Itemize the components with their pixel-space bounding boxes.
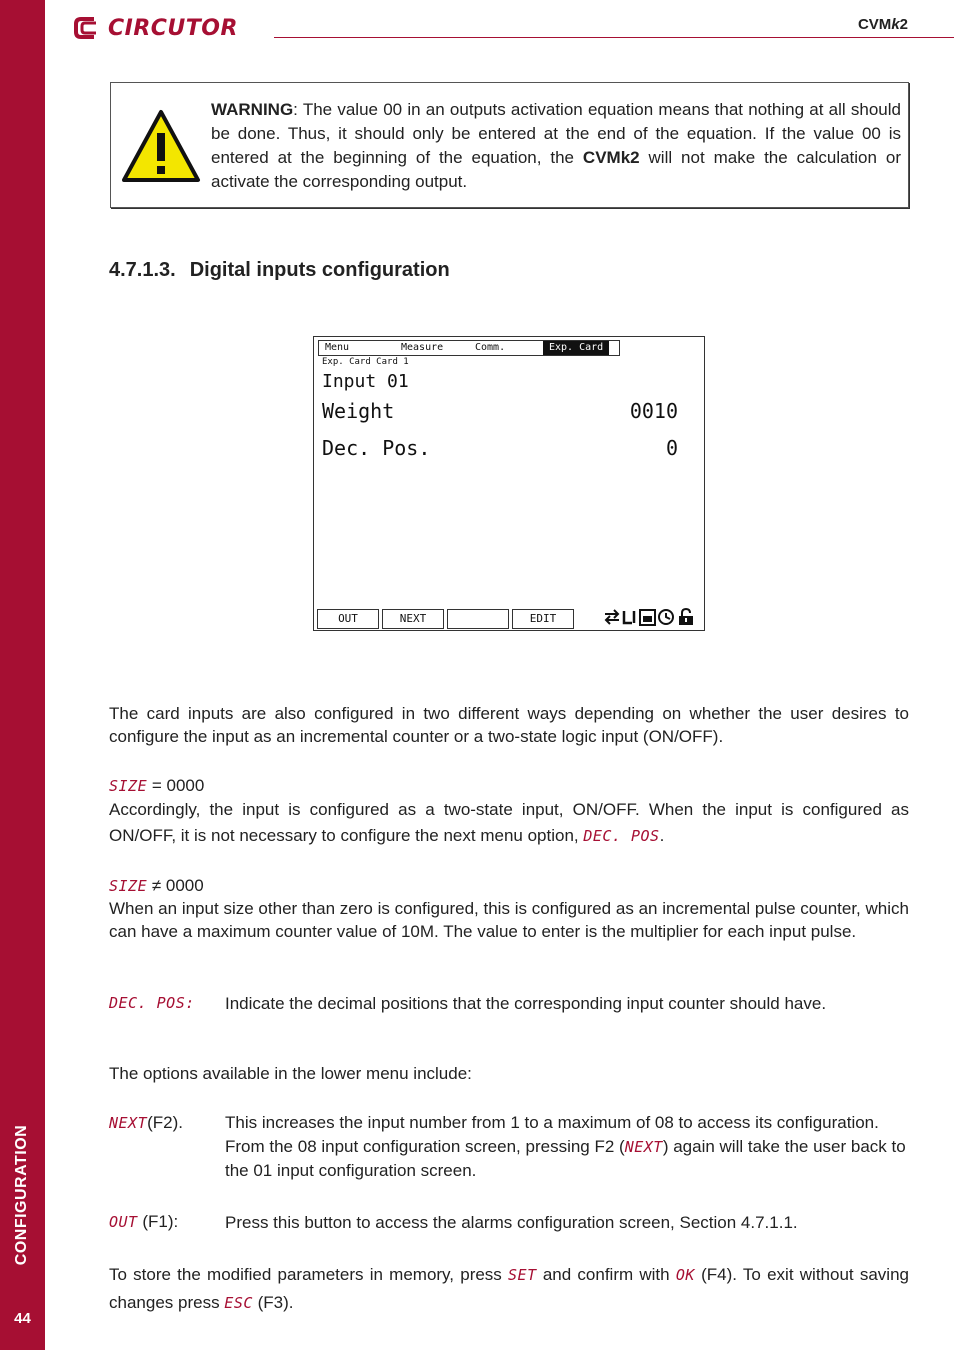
status-icons [604,607,700,627]
fkey-out: OUT [317,609,379,629]
section-heading: 4.7.1.3. Digital inputs configuration [109,259,450,281]
store-paragraph: To store the modified parameters in memory, press SET and confirm with OK (F4). To exit without saving changes press ESC (F3). [109,1265,909,1312]
warning-text: WARNING: The value 00 in an outputs activation equation means that nothing at all should be done. Thus, it should only be entered at the end of the equation. If the value 00 is entered at the beginning of the equation, the CVMk2 will not make the calculation or activate the corresponding output. [211,100,901,191]
fkey-edit: EDIT [512,609,574,629]
circutor-logo-icon [72,13,102,43]
decpos-definition: Indicate the decimal positions that the corresponding input counter should have. [225,994,827,1013]
next-definition: This increases the input number from 1 to a maximum of 08 to access its configuration. From the 08 input configuration screen, pressing F2 (NEXT) again will take the user back to the 01 input configuration screen. [225,1113,906,1180]
page-number: 44 [14,1310,31,1327]
fkey-blank [447,609,509,629]
weight-value: 0010 [629,399,678,423]
header-divider [274,37,954,38]
screen-breadcrumb: Exp. Card Card 1 [322,357,409,367]
screen-tabs [318,340,620,356]
decpos-value: 0 [665,436,678,460]
tab-measure: Measure [401,342,444,353]
fkey-next: NEXT [382,609,444,629]
warning-box [110,82,909,208]
size-ne-heading: SIZE ≠ 0000 [109,876,204,895]
next-term: NEXT(F2). [109,1113,184,1132]
size-ne-paragraph: When an input size other than zero is configured, this is configured as an incremental pulse counter, which can have a maximum counter value of 10M. The value to enter is the multiplier for each input pulse. [109,899,909,941]
size-eq-heading: SIZE = 0000 [109,776,205,795]
tab-menu: Menu [325,342,350,353]
voltage-icon [624,611,634,623]
size-eq-paragraph: Accordingly, the input is configured as a two-state input, ON/OFF. When the input is configured as ON/OFF, it is not necessary to configure the next menu option, DEC. POS. [109,800,909,845]
device-screen [313,336,705,631]
brand-name: CIRCUTOR [108,15,238,41]
model-name: CVMk2 [857,16,908,33]
clock-icon [659,610,673,624]
tab-comm: Comm. [475,342,506,353]
options-intro: The options available in the lower menu include: [109,1064,472,1083]
out-definition: Press this button to access the alarms configuration screen, Section 4.7.1.1. [225,1213,798,1232]
sidebar [0,0,45,1350]
arrows-icon [605,610,619,624]
decpos-label: Dec. Pos. [322,436,431,460]
warning-triangle-icon [121,109,201,183]
sd-card-icon [640,610,655,625]
intro-paragraph: The card inputs are also configured in two different ways depending on whether the user desires to configure the input as an incremental counter or a two-state logic input (ON/OFF). [109,704,909,746]
decpos-term: DEC. POS: [109,994,195,1012]
lock-icon [679,609,693,625]
weight-label: Weight [322,399,395,423]
tab-exp-card: Exp. Card [543,341,609,355]
out-term: OUT (F1): [109,1212,179,1231]
section-label: CONFIGURATION [13,1124,30,1266]
input-label: Input 01 [322,371,409,392]
brand-logo [72,12,238,44]
